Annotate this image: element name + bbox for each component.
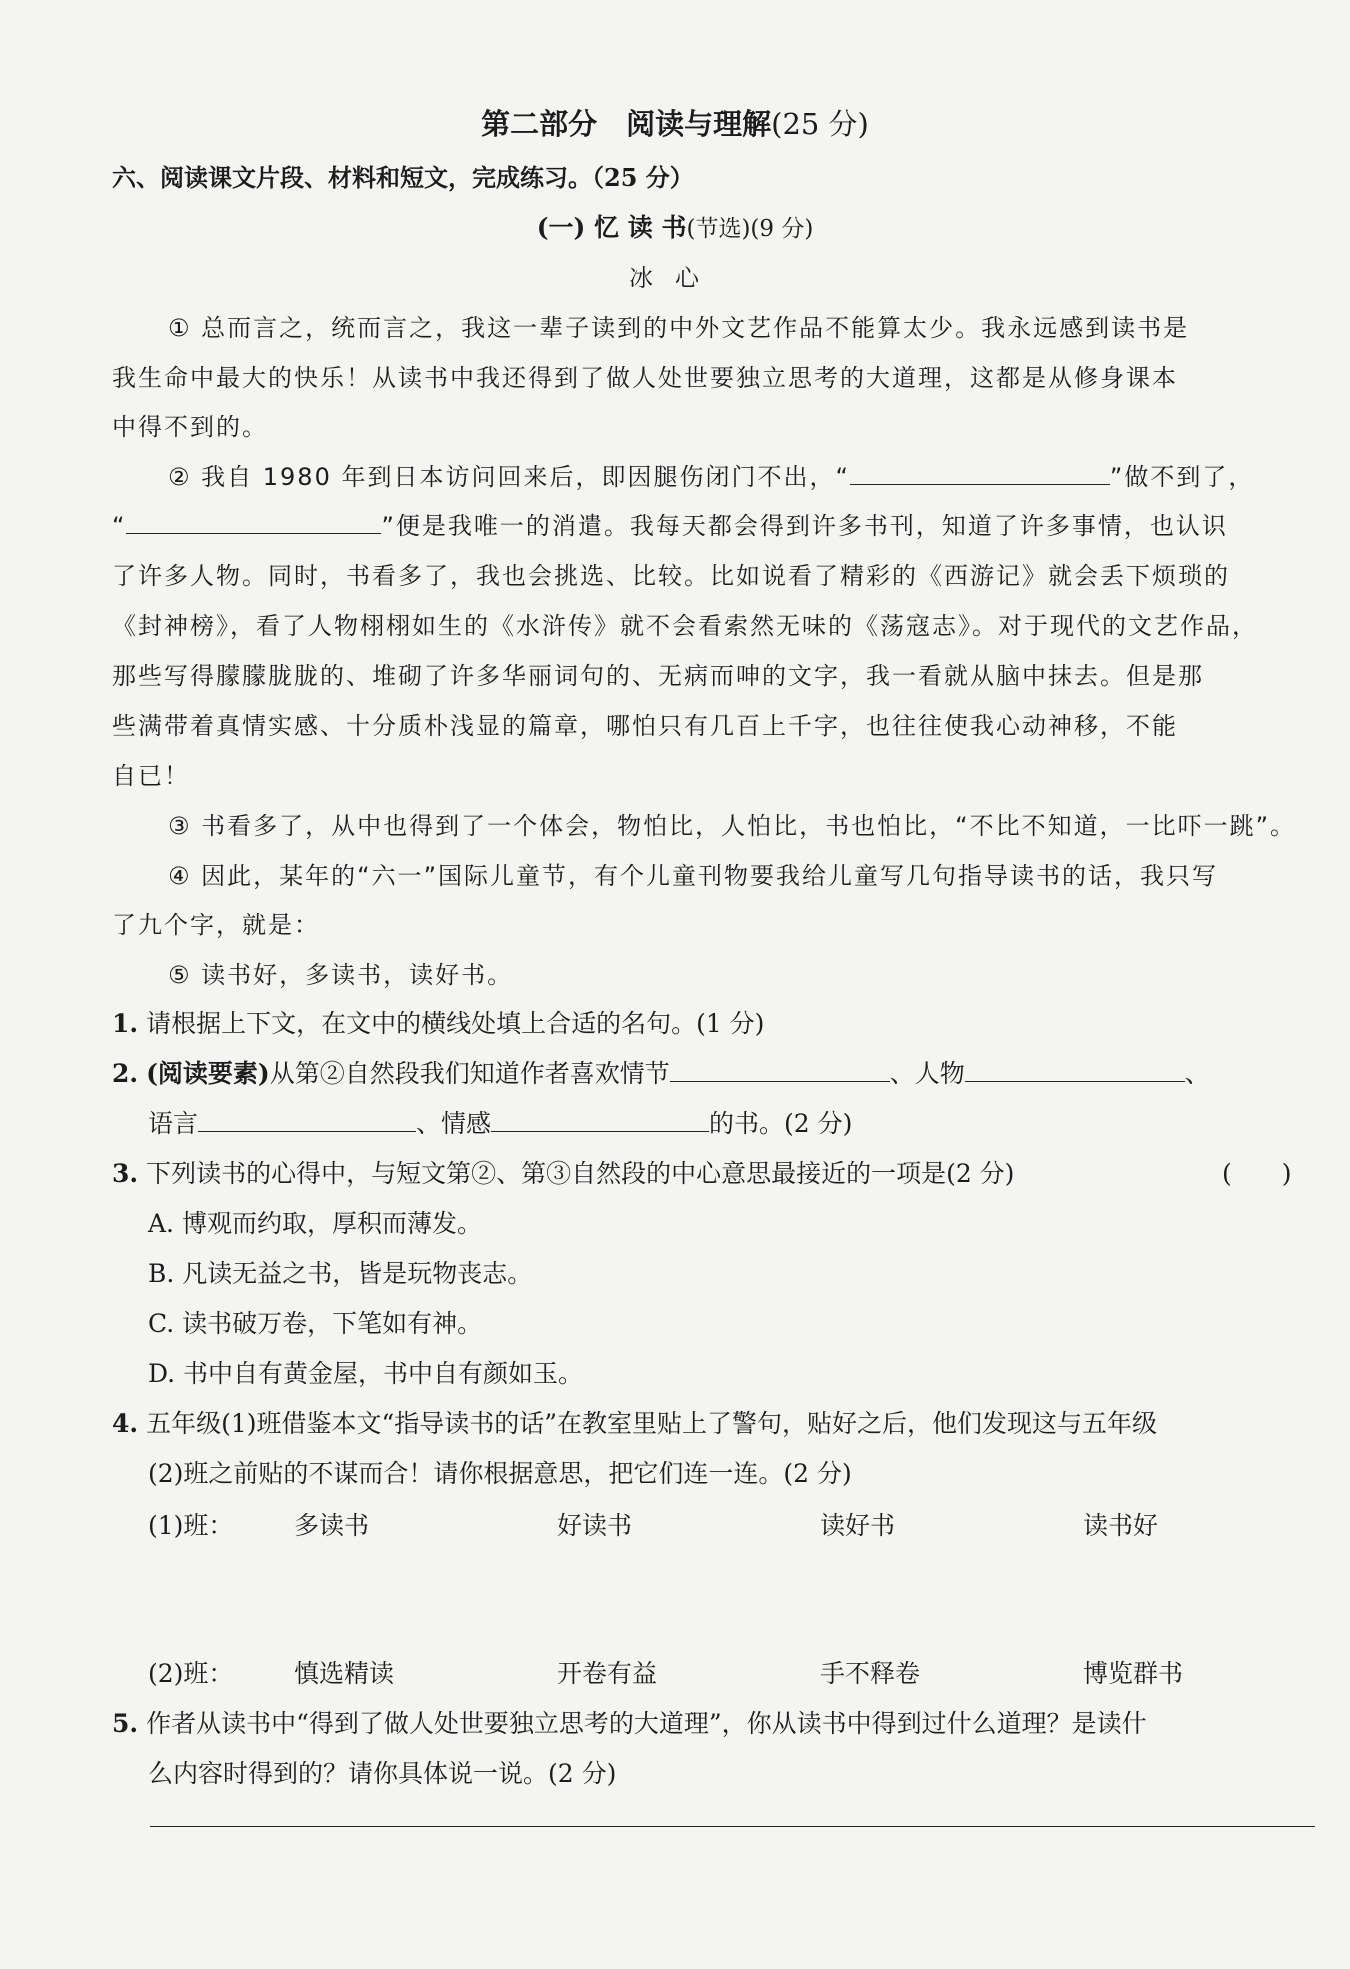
question-tag: (阅读要素): [146, 1059, 270, 1088]
passage-title-text: (一) 忆 读 书: [536, 213, 687, 242]
section-heading: 六、阅读课文片段、材料和短文，完成练习。（25 分）: [112, 163, 694, 192]
question-text: 、: [1184, 1059, 1210, 1088]
class-1-label: (1)班：: [148, 1511, 234, 1540]
question-number: 1.: [112, 1009, 139, 1038]
part-points: (25 分): [771, 107, 869, 141]
answer-parentheses[interactable]: ( ): [1222, 1159, 1292, 1188]
match-item-bottom[interactable]: 慎选精读: [294, 1659, 395, 1688]
match-item-top[interactable]: 好读书: [557, 1511, 633, 1540]
match-item-bottom[interactable]: 手不释卷: [820, 1659, 921, 1688]
question-text: 、人物: [889, 1059, 965, 1088]
answer-blank-language[interactable]: [198, 1107, 416, 1132]
match-item-bottom[interactable]: 博览群书: [1083, 1659, 1184, 1688]
passage-line: 了九个字，就是：: [112, 911, 320, 939]
passage-line: [112, 506, 1228, 541]
question-2-line-2: [148, 1104, 852, 1140]
question-text: 语言: [148, 1109, 199, 1138]
match-item-bottom[interactable]: 开卷有益: [557, 1659, 658, 1688]
question-text: 下列读书的心得中，与短文第②、第③自然段的中心意思最接近的一项是(2 分): [146, 1159, 1015, 1188]
answer-blank-plot[interactable]: [670, 1057, 890, 1082]
passage-line: 自已！: [112, 762, 190, 790]
fill-blank-2[interactable]: [126, 509, 381, 534]
passage-line: ⑤ 读书好，多读书，读好书。: [168, 961, 514, 989]
question-5-line-2: 么内容时得到的？请你具体说一说。(2 分): [148, 1759, 617, 1788]
option-b[interactable]: B. 凡读无益之书，皆是玩物丧志。: [148, 1259, 533, 1288]
question-text: 的书。(2 分): [709, 1109, 853, 1138]
match-item-top[interactable]: 多读书: [294, 1511, 370, 1540]
passage-line: 《封神榜》，看了人物栩栩如生的《水浒传》就不会看索然无味的《荡寇志》。对于现代的文艺作品，: [112, 612, 1258, 640]
answer-blank-emotion[interactable]: [491, 1107, 709, 1132]
part-title: [0, 102, 1350, 143]
question-number: 4.: [112, 1409, 139, 1438]
passage-line: ③ 书看多了，从中也得到了一个体会，物怕比，人怕比，书也怕比，“不比不知道，一比吓一跳”。: [168, 812, 1297, 840]
question-3: [112, 1154, 1014, 1190]
class-2-label: (2)班：: [148, 1659, 234, 1688]
part-title-text: 第二部分 阅读与理解: [481, 107, 772, 141]
passage-text: ② 我自 1980 年到日本访问回来后，即因腿伤闭门不出，“: [168, 463, 850, 491]
passage-line: 那些写得朦朦胧胧的、堆砌了许多华丽词句的、无病而呻的文字，我一看就从脑中抹去。但是那: [112, 662, 1204, 690]
passage-line: 中得不到的。: [112, 413, 268, 441]
question-4-line-2: (2)班之前贴的不谋而合！请你根据意思，把它们连一连。(2 分): [148, 1459, 852, 1488]
question-5: [112, 1704, 1147, 1740]
passage-text: ”便是我唯一的消遣。我每天都会得到许多书刊，知道了许多事情，也认识: [381, 512, 1228, 540]
passage-line: 我生命中最大的快乐！从读书中我还得到了做人处世要独立思考的大道理，这都是从修身课本: [112, 364, 1178, 392]
answer-line[interactable]: [150, 1826, 1315, 1827]
passage-title: [0, 208, 1350, 244]
answer-blank-character[interactable]: [965, 1057, 1185, 1082]
question-2: [112, 1054, 1210, 1090]
question-1: [112, 1004, 764, 1040]
passage-author: 冰心: [629, 264, 721, 292]
option-c[interactable]: C. 读书破万卷，下笔如有神。: [148, 1309, 483, 1338]
question-number: 2.: [112, 1059, 139, 1088]
passage-line: ① 总而言之，统而言之，我这一辈子读到的中外文艺作品不能算太少。我永远感到读书是: [168, 314, 1190, 342]
match-item-top[interactable]: 读书好: [1083, 1511, 1159, 1540]
passage-line: [168, 457, 1254, 492]
question-text: 从第②自然段我们知道作者喜欢情节: [269, 1059, 670, 1088]
question-text: 作者从读书中“得到了做人处世要独立思考的大道理”，你从读书中得到过什么道理？是读什: [146, 1709, 1147, 1738]
passage-line: 了许多人物。同时，书看多了，我也会挑选、比较。比如说看了精彩的《西游记》就会丢下烦琐的: [112, 562, 1230, 590]
passage-text: ”做不到了，: [1109, 463, 1255, 491]
match-item-top[interactable]: 读好书: [820, 1511, 896, 1540]
question-number: 3.: [112, 1159, 139, 1188]
question-text: 五年级(1)班借鉴本文“指导读书的话”在教室里贴上了警句，贴好之后，他们发现这与五年级: [146, 1409, 1158, 1438]
passage-line: ④ 因此，某年的“六一”国际儿童节，有个儿童刊物要我给儿童写几句指导读书的话，我只写: [168, 862, 1219, 890]
question-text: 、情感: [416, 1109, 492, 1138]
passage-text: “: [112, 512, 127, 540]
question-text: 请根据上下文，在文中的横线处填上合适的名句。(1 分): [146, 1009, 765, 1038]
fill-blank-1[interactable]: [850, 460, 1110, 485]
passage-line: 些满带着真情实感、十分质朴浅显的篇章，哪怕只有几百上千字，也往往使我心动神移，不能: [112, 712, 1178, 740]
question-number: 5.: [112, 1709, 139, 1738]
question-4: [112, 1404, 1157, 1440]
option-a[interactable]: A. 博观而约取，厚积而薄发。: [148, 1209, 482, 1238]
passage-title-note: (节选)(9 分): [686, 216, 814, 242]
option-d[interactable]: D. 书中自有黄金屋，书中自有颜如玉。: [148, 1359, 584, 1388]
